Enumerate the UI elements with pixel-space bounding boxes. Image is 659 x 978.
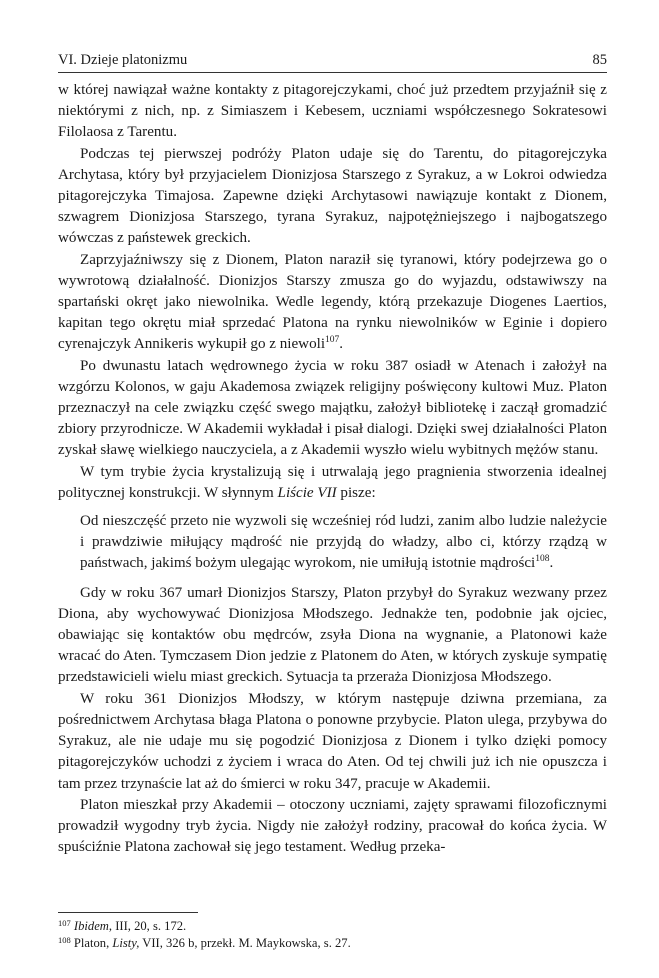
paragraph: Podczas tej pierwszej podróży Platon udaje się do Tarentu, do pitagorejczyka Archytasa, który był przyjacielem Dionizjosa Starszego z Syrakuz, a w Lokroi odwiedza pitagorejczyka Timajosa. Zapewne dzięki Archytasowi nawiązuje kontakt z Dionem, szwagrem Dionizjosa Starszego, tyrana Syrakuz, najpotężniejszego i najbogatszego wówczas z państewek greckich. <box>58 145 607 247</box>
paragraph: W tym trybie życia krystalizują się i utrwalają jego pragnienia stworzenia idealnej politycznej konstrukcji. W słynnym Liście VII pisze: <box>58 463 607 501</box>
paragraph: Po dwunastu latach wędrownego życia w roku 387 osiadł w Atenach i założył na wzgórzu Kolonos, w gaju Akademosa związek religijny poświęcony kultowi Muz. Platon przeznaczył na cele związku część swego majątku, założył bibliotekę i zaczął gromadzić zbiory przyrodnicze. W Akademii wykładał i pisał dialogi. Dzięki swej działalności Platon zyskał sławę wielkiego nauczyciela, a z Akademii wyszło wielu wybitnych mężów stanu. <box>58 357 607 459</box>
paragraph: Platon mieszkał przy Akademii – otoczony uczniami, zajęty sprawami filozoficznymi prowadził wygodny tryb życia. Nigdy nie założył rodziny, pracował do końca życia. W spuściźnie Platona zachował się jego testament. Według przeka- <box>58 796 607 856</box>
main-text <box>58 80 607 858</box>
footnotes <box>58 918 607 952</box>
paragraph: Zaprzyjaźniwszy się z Dionem, Platon naraził się tyranowi, który podejrzewa go o wywrotową działalność. Dionizjos Starszy zmusza go do wyjazdu, odstawiwszy na spartański okręt jako niewolnika. Wedle legendy, którą przekazuje Diogenes Laertios, kapitan tego okrętu miał sprzedać Platona na rynku niewolników w Eginie i dopiero cyrenajczyk Annikeris wykupił go z niewoli$^{107}$. <box>58 251 607 353</box>
work-title: Liście VII <box>277 484 337 501</box>
paragraph: W roku 361 Dionizjos Młodszy, w którym następuje dziwna przemiana, za pośrednictwem Archytasa błaga Platona o ponowne przybycie. Platon ulega, przybywa do Syrakuz, ale nie udaje mu się pogodzić Dionizjosa z Dionem i tylko dzięki pomocy pitagorejczyków uchodzi z życiem i wraca do Aten. Od tej chwili już ich nie opuszcza i tam przez trzynaście lat aż do śmierci w roku 347, pracuje w Akademii. <box>58 690 607 792</box>
paragraph: w której nawiązał ważne kontakty z pitagorejczykami, choć już przedtem przyjaźnił się z niektórymi z nich, np. z Simiaszem i Kebesem, uczniami współczesnego Sokratesowi Filolaosa z Tarentu. <box>58 82 607 141</box>
footnote-reference[interactable]: 107 <box>325 335 340 346</box>
footnote-reference[interactable]: 108 <box>535 554 550 565</box>
footnote-rule <box>58 912 198 913</box>
block-quote <box>80 511 607 575</box>
paragraph: Gdy w roku 367 umarł Dionizjos Starszy, Platon przybył do Syrakuz wezwany przez Diona, aby wychowywać Dionizjosa Młodszego. Jednakże ten, podobnie jak ojciec, obawiając się kontaktów obu mędrców, zsyła Diona na wygnanie, a Platonowi każe wracać do Aten. Tymczasem Dion jedzie z Platonem do Aten, w których zyskuje sympatię przedstawicieli wielu miast greckich. Sytuacja ta przeraża Dionizjosa Młodszego. <box>58 584 607 686</box>
chapter-title: VI. Dzieje platonizmu <box>58 52 188 68</box>
footnote-108: $^{108}$ Platon, Listy, VII, 326 b, przekł. M. Maykowska, s. 27. <box>58 935 351 950</box>
footnote-107: $^{107}$ Ibidem, III, 20, s. 172. <box>58 918 187 933</box>
header-rule <box>58 72 607 73</box>
running-header <box>58 52 607 69</box>
page-number: 85 <box>592 52 607 68</box>
quote-text: Od nieszczęść przeto nie wyzwoli się wcześniej ród ludzi, zanim albo ludzie należycie i prawdziwie miłujący mądrość nie przyjdą do władzy, albo ci, którzy rządzą w państwach, jakimś bożym ulegając wyrokom, nie umiłują istotnie mądrości$^{108}$. <box>80 513 607 572</box>
